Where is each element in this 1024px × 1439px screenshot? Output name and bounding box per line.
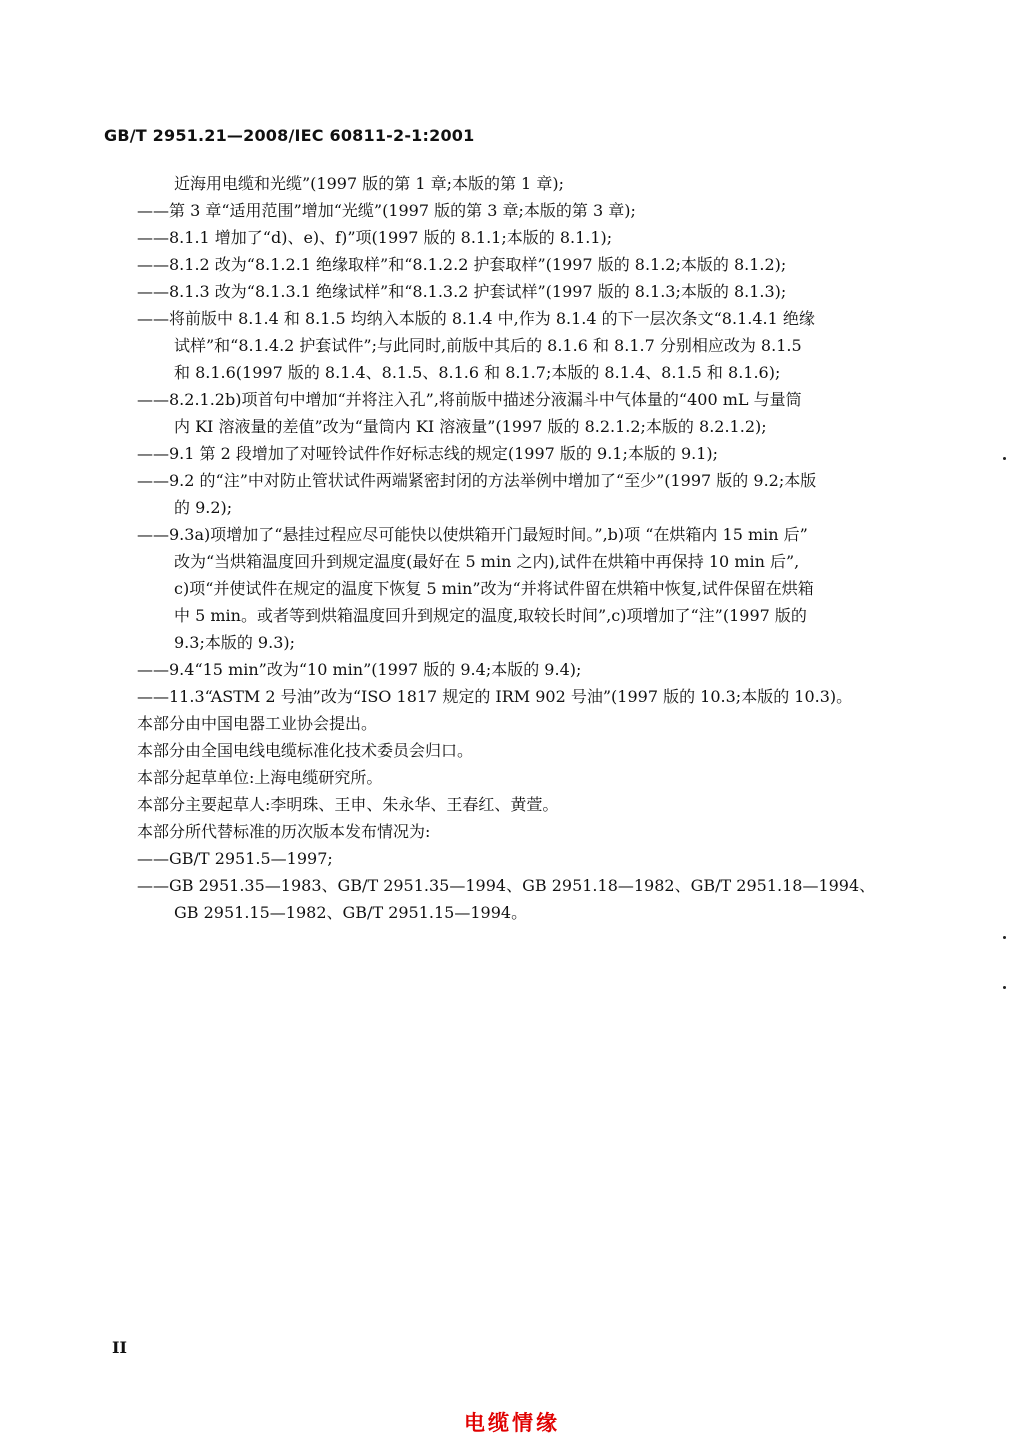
text-line: 试样”和“8.1.4.2 护套试件”;与此同时,前版中其后的 8.1.6 和 8.1.7 分别相应改为 8.1.5 (174, 336, 802, 355)
page-number: II (112, 1338, 127, 1357)
text-line: ——8.1.3 改为“8.1.3.1 绝缘试样”和“8.1.3.2 护套试样”(1997 版的 8.1.3;本版的 8.1.3); (137, 282, 787, 301)
text-line: ——8.2.1.2b)项首句中增加“并将注入孔”,将前版中描述分液漏斗中气体量的“400 mL 与量筒 (137, 390, 802, 409)
text-line: 的 9.2); (174, 498, 233, 517)
text-line: 内 KI 溶液量的差值”改为“量筒内 KI 溶液量”(1997 版的 8.2.1.2;本版的 8.2.1.2); (174, 417, 767, 436)
text-line: 和 8.1.6(1997 版的 8.1.4、8.1.5、8.1.6 和 8.1.7;本版的 8.1.4、8.1.5 和 8.1.6); (174, 363, 781, 382)
text-line: ——9.3a)项增加了“悬挂过程应尽可能快以使烘箱开门最短时间。”,b)项 “在烘箱内 15 min 后” (137, 525, 808, 544)
text-line: 本部分主要起草人:李明珠、王申、朱永华、王春红、黄萱。 (137, 795, 559, 814)
text-line: ——9.4“15 min”改为“10 min”(1997 版的 9.4;本版的 9.4); (137, 660, 582, 679)
text-line: ——11.3“ASTM 2 号油”改为“ISO 1817 规定的 IRM 902 号油”(1997 版的 10.3;本版的 10.3)。 (137, 687, 853, 706)
text-line: 近海用电缆和光缆”(1997 版的第 1 章;本版的第 1 章); (174, 174, 564, 193)
text-line: 9.3;本版的 9.3); (174, 633, 296, 652)
text-line: ——第 3 章“适用范围”增加“光缆”(1997 版的第 3 章;本版的第 3 章); (137, 201, 636, 220)
scan-speck (1003, 936, 1006, 939)
text-line: ——GB/T 2951.5—1997; (137, 849, 333, 868)
scan-speck (1003, 457, 1006, 460)
text-line: GB 2951.15—1982、GB/T 2951.15—1994。 (174, 903, 528, 922)
text-line: 本部分所代替标准的历次版本发布情况为: (137, 822, 431, 841)
document-header: GB/T 2951.21—2008/IEC 60811-2-1:2001 (104, 126, 475, 145)
text-line: ——将前版中 8.1.4 和 8.1.5 均纳入本版的 8.1.4 中,作为 8.1.4 的下一层次条文“8.1.4.1 绝缘 (137, 309, 815, 328)
text-line: ——9.1 第 2 段增加了对哑铃试件作好标志线的规定(1997 版的 9.1;本版的 9.1); (137, 444, 719, 463)
text-line: 本部分由全国电线电缆标准化技术委员会归口。 (137, 741, 474, 760)
text-line: ——8.1.2 改为“8.1.2.1 绝缘取样”和“8.1.2.2 护套取样”(1997 版的 8.1.2;本版的 8.1.2); (137, 255, 787, 274)
text-line: ——8.1.1 增加了“d)、e)、f)”项(1997 版的 8.1.1;本版的 8.1.1); (137, 228, 613, 247)
text-line: c)项“并使试件在规定的温度下恢复 5 min”改为“并将试件留在烘箱中恢复,试件保留在烘箱 (174, 579, 814, 598)
text-line: 改为“当烘箱温度回升到规定温度(最好在 5 min 之内),试件在烘箱中再保持 10 min 后”, (174, 552, 800, 571)
scan-speck (1003, 986, 1006, 989)
text-line: 本部分由中国电器工业协会提出。 (137, 714, 378, 733)
watermark-footer: 电缆情缘 (464, 1411, 560, 1435)
text-line: ——GB 2951.35—1983、GB/T 2951.35—1994、GB 2951.18—1982、GB/T 2951.18—1994、 (137, 876, 876, 895)
text-line: 本部分起草单位:上海电缆研究所。 (137, 768, 383, 787)
text-line: 中 5 min。或者等到烘箱温度回升到规定的温度,取较长时间”,c)项增加了“注”(1997 版的 (174, 606, 807, 625)
text-line: ——9.2 的“注”中对防止管状试件两端紧密封闭的方法举例中增加了“至少”(1997 版的 9.2;本版 (137, 471, 817, 490)
